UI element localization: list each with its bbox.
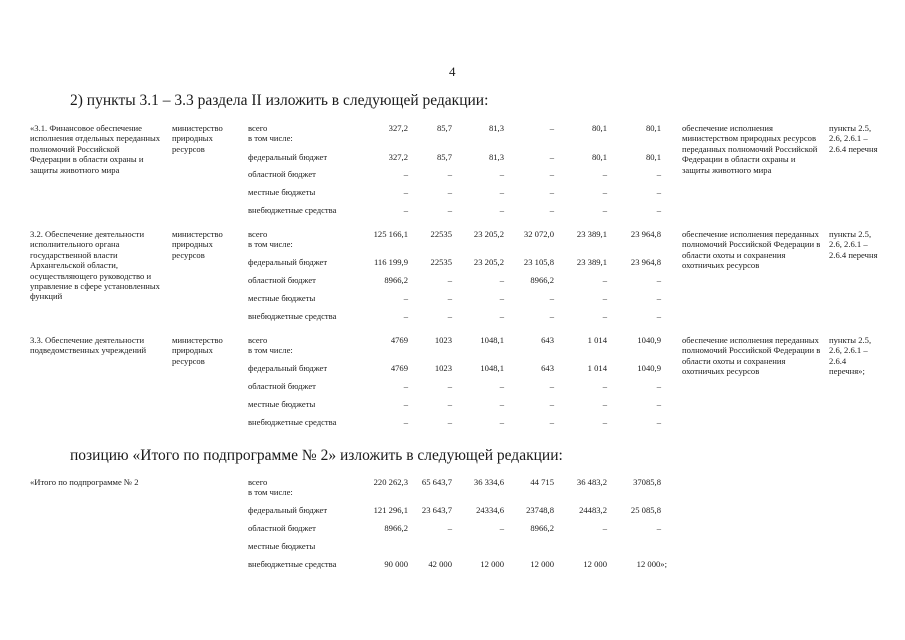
value-cell: – xyxy=(499,275,504,285)
value-cell: – xyxy=(602,169,607,179)
value-cell: – xyxy=(447,381,452,391)
value-cell: 121 296,1 xyxy=(373,505,408,515)
list-points: пункты 2.5, 2.6, 2.6.1 – 2.6.4 перечня xyxy=(829,123,878,154)
value-cell: – xyxy=(602,187,607,197)
value-cell: – xyxy=(549,187,554,197)
source-label: внебюджетные средства xyxy=(248,417,337,427)
value-cell: 12 000»; xyxy=(636,559,667,569)
value-cell: 643 xyxy=(541,363,554,373)
value-cell: – xyxy=(549,381,554,391)
source-label: внебюджетные средства xyxy=(248,559,337,569)
value-cell: 36 483,2 xyxy=(576,477,607,487)
value-cell: 25 085,8 xyxy=(630,505,661,515)
value-cell: – xyxy=(656,523,661,533)
value-cell: – xyxy=(656,275,661,285)
value-cell: 23 105,8 xyxy=(523,257,554,267)
source-sublabel: в том числе: xyxy=(248,239,293,249)
value-cell: – xyxy=(499,293,504,303)
value-cell: 12 000 xyxy=(480,559,504,569)
value-cell: – xyxy=(447,523,452,533)
value-cell: – xyxy=(403,381,408,391)
value-cell: 23 205,2 xyxy=(473,257,504,267)
value-cell: 1048,1 xyxy=(480,335,504,345)
value-cell: – xyxy=(447,187,452,197)
expected-result: обеспечение исполнения переданных полномочий Российской Федерации в области охоты и сохранения охотничьих ресурсов xyxy=(682,335,821,377)
value-cell: – xyxy=(403,169,408,179)
value-cell: 24483,2 xyxy=(579,505,607,515)
value-cell: 81,3 xyxy=(488,152,504,162)
measure-name: 3.2. Обеспечение деятельности исполнительного органа государственной власти Архангельской области, осуществляющего руководство и управление в сфере установленных функций xyxy=(30,229,160,302)
source-label: местные бюджеты xyxy=(248,541,316,551)
value-cell: 8966,2 xyxy=(384,275,408,285)
value-cell: 85,7 xyxy=(436,123,452,133)
source-label: федеральный бюджет xyxy=(248,363,328,373)
value-cell: 36 334,6 xyxy=(473,477,504,487)
value-cell: – xyxy=(549,123,554,133)
value-cell: – xyxy=(656,169,661,179)
value-cell: 23 964,8 xyxy=(630,229,661,239)
value-cell: – xyxy=(499,417,504,427)
value-cell: 23 643,7 xyxy=(421,505,452,515)
value-cell: – xyxy=(447,205,452,215)
value-cell: 1 014 xyxy=(587,363,607,373)
value-cell: 1040,9 xyxy=(637,363,661,373)
value-cell: – xyxy=(549,205,554,215)
value-cell: – xyxy=(499,187,504,197)
value-cell: – xyxy=(656,417,661,427)
value-cell: 23 389,1 xyxy=(576,229,607,239)
list-points: пункты 2.5, 2.6, 2.6.1 – 2.6.4 перечня»; xyxy=(829,335,872,377)
value-cell: – xyxy=(656,399,661,409)
value-cell: – xyxy=(549,293,554,303)
value-cell: 1 014 xyxy=(587,335,607,345)
value-cell: 12 000 xyxy=(530,559,554,569)
value-cell: 44 715 xyxy=(530,477,554,487)
expected-result: обеспечение исполнения министерством природных ресурсов переданных полномочий Российской Федерации в области охраны и защиты животного мира xyxy=(682,123,818,175)
source-label: местные бюджеты xyxy=(248,399,316,409)
source-label: местные бюджеты xyxy=(248,187,316,197)
section-heading-2: позицию «Итого по подпрограмме № 2» изложить в следующей редакции: xyxy=(70,447,563,464)
value-cell: – xyxy=(549,169,554,179)
source-label: областной бюджет xyxy=(248,523,316,533)
source-label: областной бюджет xyxy=(248,275,316,285)
value-cell: 8966,2 xyxy=(530,275,554,285)
value-cell: 90 000 xyxy=(384,559,408,569)
value-cell: 81,3 xyxy=(488,123,504,133)
value-cell: 65 643,7 xyxy=(421,477,452,487)
value-cell: – xyxy=(499,205,504,215)
value-cell: – xyxy=(447,169,452,179)
value-cell: 4769 xyxy=(390,363,408,373)
value-cell: – xyxy=(656,293,661,303)
value-cell: 42 000 xyxy=(428,559,452,569)
value-cell: – xyxy=(447,311,452,321)
value-cell: – xyxy=(403,205,408,215)
value-cell: – xyxy=(602,293,607,303)
value-cell: 125 166,1 xyxy=(373,229,408,239)
value-cell: 22535 xyxy=(430,257,452,267)
value-cell: 23 964,8 xyxy=(630,257,661,267)
value-cell: – xyxy=(403,417,408,427)
value-cell: – xyxy=(656,311,661,321)
source-label: федеральный бюджет xyxy=(248,257,328,267)
value-cell: 12 000 xyxy=(583,559,607,569)
value-cell: 80,1 xyxy=(645,152,661,162)
value-cell: 23 205,2 xyxy=(473,229,504,239)
source-label: всего xyxy=(248,477,268,487)
value-cell: – xyxy=(447,293,452,303)
source-label: областной бюджет xyxy=(248,169,316,179)
value-cell: 32 072,0 xyxy=(523,229,554,239)
value-cell: 80,1 xyxy=(591,152,607,162)
value-cell: 1048,1 xyxy=(480,363,504,373)
value-cell: 24334,6 xyxy=(476,505,504,515)
value-cell: – xyxy=(656,205,661,215)
expected-result: обеспечение исполнения переданных полномочий Российской Федерации в области охоты и сохранения охотничьих ресурсов xyxy=(682,229,821,271)
value-cell: – xyxy=(499,311,504,321)
value-cell: 80,1 xyxy=(645,123,661,133)
source-label: областной бюджет xyxy=(248,381,316,391)
value-cell: 1023 xyxy=(434,335,452,345)
value-cell: 23748,8 xyxy=(526,505,554,515)
source-sublabel: в том числе: xyxy=(248,133,293,143)
value-cell: 23 389,1 xyxy=(576,257,607,267)
value-cell: 220 262,3 xyxy=(373,477,408,487)
value-cell: – xyxy=(499,381,504,391)
value-cell: – xyxy=(602,311,607,321)
source-label: местные бюджеты xyxy=(248,293,316,303)
value-cell: – xyxy=(403,311,408,321)
value-cell: 80,1 xyxy=(591,123,607,133)
value-cell: 1040,9 xyxy=(637,335,661,345)
measure-name: «3.1. Финансовое обеспечение исполнения отдельных переданных полномочий Российской Федерации в области охраны и защиты животного мира xyxy=(30,123,161,175)
executor: министерство природных ресурсов xyxy=(172,335,223,366)
value-cell: 1023 xyxy=(434,363,452,373)
value-cell: – xyxy=(549,152,554,162)
source-label: всего xyxy=(248,229,268,239)
value-cell: – xyxy=(403,399,408,409)
source-label: всего xyxy=(248,123,268,133)
value-cell: 643 xyxy=(541,335,554,345)
value-cell: – xyxy=(656,187,661,197)
value-cell: – xyxy=(549,399,554,409)
value-cell: 327,2 xyxy=(388,152,408,162)
executor: министерство природных ресурсов xyxy=(172,229,223,260)
value-cell: 22535 xyxy=(430,229,452,239)
value-cell: 8966,2 xyxy=(530,523,554,533)
value-cell: – xyxy=(403,187,408,197)
value-cell: 85,7 xyxy=(436,152,452,162)
value-cell: – xyxy=(499,523,504,533)
value-cell: – xyxy=(499,399,504,409)
value-cell: – xyxy=(602,205,607,215)
source-sublabel: в том числе: xyxy=(248,345,293,355)
source-label: федеральный бюджет xyxy=(248,152,328,162)
source-sublabel: в том числе: xyxy=(248,487,293,497)
executor: министерство природных ресурсов xyxy=(172,123,223,154)
value-cell: – xyxy=(602,399,607,409)
value-cell: 8966,2 xyxy=(384,523,408,533)
value-cell: 116 199,9 xyxy=(373,257,408,267)
value-cell: – xyxy=(602,523,607,533)
value-cell: – xyxy=(403,293,408,303)
source-label: всего xyxy=(248,335,268,345)
value-cell: – xyxy=(602,381,607,391)
value-cell: – xyxy=(447,399,452,409)
page-number: 4 xyxy=(449,64,456,79)
measure-name: 3.3. Обеспечение деятельности подведомственных учреждений xyxy=(30,335,147,356)
value-cell: 327,2 xyxy=(388,123,408,133)
measure-name: «Итого по подпрограмме № 2 xyxy=(30,477,139,487)
value-cell: 4769 xyxy=(390,335,408,345)
list-points: пункты 2.5, 2.6, 2.6.1 – 2.6.4 перечня xyxy=(829,229,878,260)
section-heading-1: 2) пункты 3.1 – 3.3 раздела II изложить в следующей редакции: xyxy=(70,92,489,109)
value-cell: – xyxy=(549,311,554,321)
value-cell: – xyxy=(447,275,452,285)
source-label: внебюджетные средства xyxy=(248,205,337,215)
value-cell: – xyxy=(499,169,504,179)
value-cell: – xyxy=(549,417,554,427)
value-cell: – xyxy=(602,417,607,427)
value-cell: – xyxy=(447,417,452,427)
source-label: внебюджетные средства xyxy=(248,311,337,321)
value-cell: 37085,8 xyxy=(633,477,661,487)
source-label: федеральный бюджет xyxy=(248,505,328,515)
value-cell: – xyxy=(602,275,607,285)
value-cell: – xyxy=(656,381,661,391)
